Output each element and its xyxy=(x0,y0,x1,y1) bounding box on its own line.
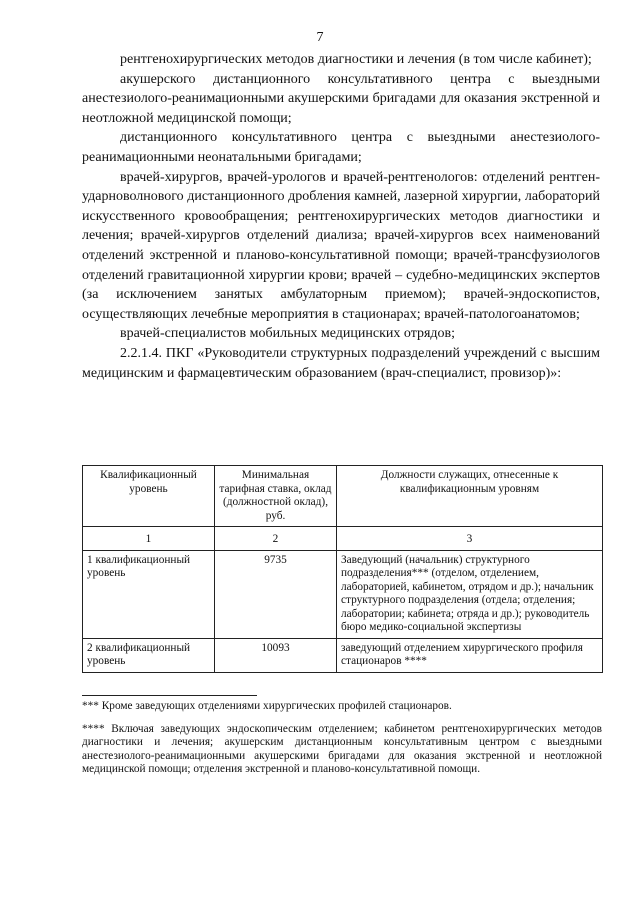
paragraph: акушерского дистанционного консультативного центра с выездными анестезиолого-реанимационными акушерскими бригадами для оказания экстренной и неотложной медицинской помощи; xyxy=(82,71,600,126)
footnote: **** Включая заведующих эндоскопическим отделением; кабинетом рентгенохирургических методов диагностики и лечения; акушерским дистанционным консультативным центром с выездными анестезиолого-реанимационными акушерскими бригадами для оказания экстренной и неотложной медицинской помощи; отделения экстренной и планово-консультативной помощи. xyxy=(82,722,602,775)
page-number: 7 xyxy=(316,30,324,45)
column-number: 3 xyxy=(337,527,603,551)
salary-table xyxy=(82,465,603,673)
paragraph: рентгенохирургических методов диагностики и лечения (в том числе кабинет); xyxy=(120,52,592,67)
column-number-row xyxy=(83,527,603,551)
footnote-separator xyxy=(82,695,257,696)
paragraph: врачей-специалистов мобильных медицинских отрядов; xyxy=(120,326,456,342)
footnote: *** Кроме заведующих отделениями хирургических профилей стационаров. xyxy=(82,700,452,712)
positions-cell: Заведующий (начальник) структурного подразделения*** (отделом, отделением, лабораторией, кабинетом, отрядом и др.); начальник структурного подразделения (отдела; отделения; лаборатории; кабинета; отряда и др.); руководитель бюро медико-социальной экспертизы xyxy=(337,550,603,638)
positions-cell: заведующий отделением хирургического профиля стационаров **** xyxy=(337,638,603,672)
salary-cell: 9735 xyxy=(215,550,337,638)
header-level: Квалификационный уровень xyxy=(83,466,215,527)
table-header-row xyxy=(83,466,603,527)
column-number: 2 xyxy=(215,527,337,551)
footnotes xyxy=(82,700,602,786)
header-salary: Минимальная тарифная ставка, оклад (должностной оклад), руб. xyxy=(215,466,337,527)
column-number: 1 xyxy=(83,527,215,551)
level-cell: 1 квалификационный уровень xyxy=(83,550,215,638)
table-row xyxy=(83,550,603,638)
table-row xyxy=(83,638,603,672)
paragraph: дистанционного консультативного центра с выездными анестезиолого-реанимационными неонатальными бригадами; xyxy=(82,130,600,165)
body-text xyxy=(82,50,600,383)
salary-cell: 10093 xyxy=(215,638,337,672)
header-positions: Должности служащих, отнесенные к квалификационным уровням xyxy=(337,466,603,527)
section-heading: 2.2.1.4. ПКГ «Руководители структурных подразделений учреждений с высшим медицинским и фармацевтическим образованием (врач-специалист, провизор)»: xyxy=(82,345,600,381)
level-cell: 2 квалификационный уровень xyxy=(83,638,215,672)
paragraph: врачей-хирургов, врачей-урологов и врачей-рентгенологов: отделений рентген-ударноволнового дистанционного дробления камней, лазерной хирургии, лабораторий искусственного кровообращения; рентгенохирургических методов диагностики и лечения; врачей-хирургов отделений диализа; врачей-хирургов всех наименований отделений экстренной и планово-консультативной помощи; врачей-трансфузиологов отделений гравитационной хирургии крови; врачей – судебно-медицинских экспертов (за исключением занятых амбулаторным приемом); врачей-эндоскопистов, осуществляющих лечебные мероприятия в стационарах; врачей-патологоанатомов; xyxy=(82,169,600,322)
